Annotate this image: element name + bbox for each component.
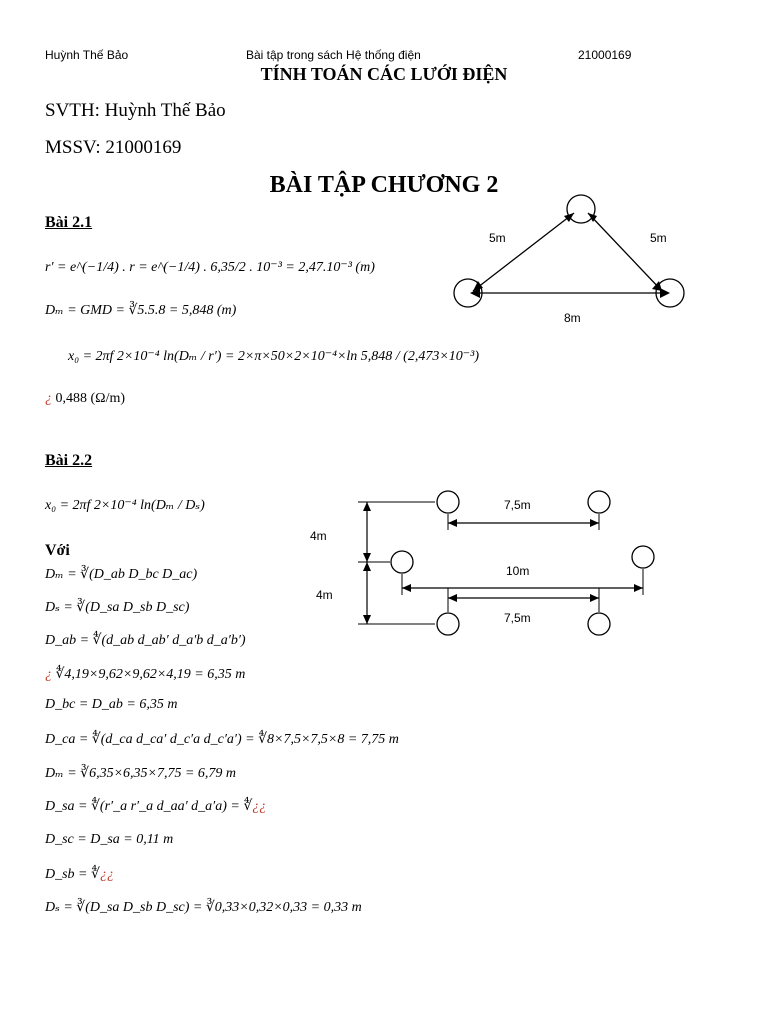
equation-x0-2-1: x₀ = 2πf 2×10⁻⁴ ln(Dₘ / r′) = 2×π×50×2×10⁻⁴×ln 5,848 / (2,473×10⁻³) [68, 349, 480, 364]
header-student-id: 21000169 [578, 48, 632, 62]
unknown-char-mark: ¿ [45, 391, 52, 406]
dsb-text: D_sb = ∜ [45, 867, 100, 882]
base-label: 8m [564, 311, 581, 325]
upper-gap-label: 4m [310, 529, 327, 543]
svth-line: SVTH: Huỳnh Thế Bảo [45, 100, 226, 121]
arrowheads [470, 213, 670, 298]
equation-ds-value: Dₛ = ∛(D_sa D_sb D_sc) = ∛0,33×0,32×0,33 = 0,33 m [45, 900, 362, 915]
equation-dm-value: Dₘ = ∛6,35×6,35×7,75 = 6,79 m [45, 766, 237, 781]
equation-dm-gmd: Dₘ = GMD = ∛5.5.8 = 5,848 (m) [45, 303, 237, 318]
triangle-conductor-diagram [440, 185, 700, 330]
result-value: 0,488 (Ω/m) [55, 391, 126, 406]
bottom-span-label: 7,5m [504, 611, 531, 625]
lower-gap-label: 4m [316, 588, 333, 602]
mssv-line: MSSV: 21000169 [45, 137, 182, 158]
equation-dab-value [45, 666, 245, 683]
equation-dm-def: Dₘ = ∛(D_ab D_bc D_ac) [45, 567, 198, 582]
triangle-edges [473, 213, 662, 293]
dsa-text: D_sa = ∜(r′_a r′_a d_aa′ d_a′a) = ∜ [45, 799, 253, 814]
chapter-title: BÀI TẬP CHƯƠNG 2 [269, 172, 499, 198]
equation-x0-2-2: x₀ = 2πf 2×10⁻⁴ ln(Dₘ / Dₛ) [45, 498, 205, 513]
top-span-label: 7,5m [504, 498, 531, 512]
span-arrowheads [402, 519, 643, 602]
conductor-top-circle [567, 195, 595, 223]
header-course: Bài tập trong sách Hệ thống điện [246, 48, 421, 62]
equation-dsc: D_sc = D_sa = 0,11 m [45, 832, 174, 847]
unknown-char-mark: ¿¿ [99, 867, 114, 882]
document-title: TÍNH TOÁN CÁC LƯỚI ĐIỆN [260, 64, 508, 84]
reference-lines [358, 502, 435, 624]
side-left-label: 5m [489, 231, 506, 245]
equation-dbc: D_bc = D_ab = 6,35 m [45, 697, 178, 712]
equation-ds-def: Dₛ = ∛(D_sa D_sb D_sc) [45, 600, 190, 615]
dab-value-text: ∜4,19×9,62×9,62×4,19 = 6,35 m [55, 667, 246, 682]
equation-dab-def: D_ab = ∜(d_ab d_ab′ d_a′b d_a′b′) [45, 633, 246, 648]
exercise-2-1-heading: Bài 2.1 [45, 214, 93, 231]
unknown-char-mark: ¿¿ [252, 799, 267, 814]
equation-x0-result [45, 391, 125, 407]
equation-dsa [45, 798, 266, 815]
side-right-label: 5m [650, 231, 667, 245]
equation-dsb [45, 866, 114, 883]
middle-span-label: 10m [506, 564, 530, 578]
span-lines [402, 523, 643, 598]
voi-label: Với [45, 542, 70, 559]
header-author: Huỳnh Thế Bảo [45, 48, 129, 62]
double-circuit-diagram [300, 478, 670, 643]
equation-dca: D_ca = ∜(d_ca d_ca′ d_c′a d_c′a′) = ∜8×7,5×7,5×8 = 7,75 m [45, 732, 399, 747]
equation-r-prime: r′ = e^(−1/4) . r = e^(−1/4) . 6,35/2 . 10⁻³ = 2,47.10⁻³ (m) [45, 260, 375, 275]
ticks [402, 514, 643, 612]
exercise-2-2-heading: Bài 2.2 [45, 452, 93, 469]
unknown-char-mark: ¿ [45, 667, 52, 682]
